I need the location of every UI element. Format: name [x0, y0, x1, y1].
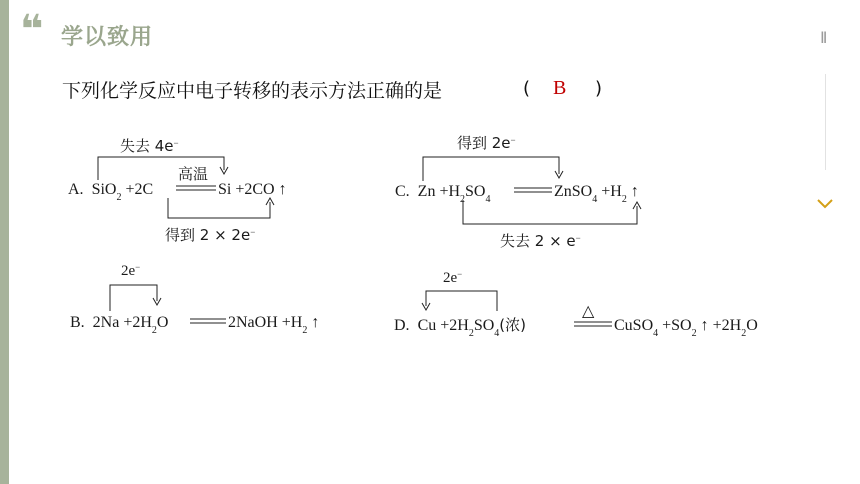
option-b: [70, 262, 319, 336]
option-a-condition: 高温: [178, 165, 209, 183]
option-a-bottom-transfer: 得到 2 × 2e−: [165, 226, 256, 244]
pause-icon[interactable]: II: [820, 28, 826, 47]
option-a-equation: A. SiO$_2$ +2C: [68, 181, 154, 203]
option-d-products: CuSO$_4$ $+SO_2$ ↑ $+2H_2O$: [614, 317, 758, 339]
answer-open-paren: (: [523, 78, 531, 99]
option-b-top-transfer: 2e−: [121, 262, 141, 279]
question-stem: 下列化学反应中电子转移的表示方法正确的是: [62, 80, 443, 102]
answer-letter: B: [553, 77, 567, 99]
option-a-top-transfer: 失去 4e−: [120, 137, 179, 155]
option-b-products: 2NaOH $+H_2$ ↑: [228, 314, 320, 336]
option-a: [68, 137, 287, 244]
option-a-products: Si +2CO ↑: [218, 181, 287, 198]
option-d: [394, 269, 758, 339]
option-c-equation: C. $Zn +H_2SO_4$: [395, 183, 491, 205]
option-c-products: ZnSO$_4$ $+H_2$ ↑: [554, 183, 639, 205]
option-b-equation: B. $2Na +2H_2O$: [70, 314, 169, 336]
option-d-condition: △: [582, 301, 595, 320]
section-title: 学以致用: [61, 25, 154, 50]
option-c-bottom-transfer: 失去 2 × e−: [500, 232, 581, 250]
quote-icon: ❝: [20, 7, 44, 53]
option-d-equation: D. $Cu +2H_2SO_4$(浓): [394, 316, 526, 339]
answer-close-paren: ): [595, 78, 603, 99]
option-c-top-transfer: 得到 2e−: [457, 134, 516, 152]
option-d-top-transfer: 2e−: [443, 269, 463, 286]
option-c: [395, 134, 641, 250]
